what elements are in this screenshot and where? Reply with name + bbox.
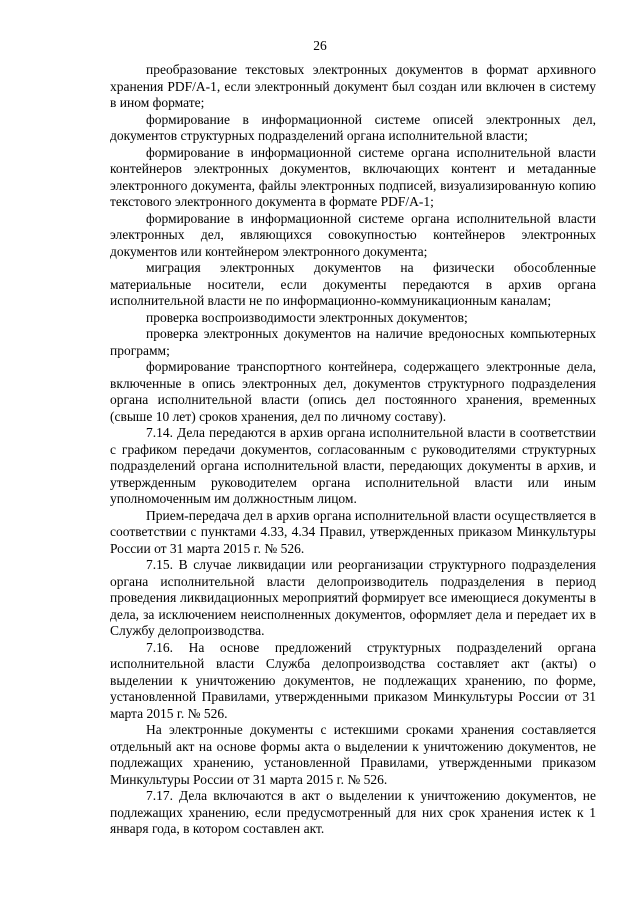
paragraph-malware-check: проверка электронных документов на наличие вредоносных компьютерных программ; (110, 326, 596, 358)
paragraph-7-14: 7.14. Дела передаются в архив органа исполнительной власти в соответствии с графиком передачи документов, согласованным с руководителями структурных подразделений органа исполнительной власти, передающих документы в архив, и утвержденным руководителем органа исполнительной власти или иным уполномоченным им должностным лицом. (110, 425, 596, 506)
paragraph-transport-container: формирование транспортного контейнера, содержащего электронные дела, включенные в опись электронных дел, документов структурного подразделения органа исполнительной власти (опись дел постоянного хранения, временных (свыше 10 лет) сроков хранения, дел по личному составу). (110, 359, 596, 424)
paragraph-pdfa-conversion: преобразование текстовых электронных документов в формат архивного хранения PDF/A-1, если электронный документ был создан или включен в систему в ином формате; (110, 62, 596, 110)
paragraph-7-16: 7.16. На основе предложений структурных подразделений органа исполнительной власти Служба делопроизводства составляет акт (акты) о выделении к уничтожению документов, не подлежащих хранению, по форме, установленной Правилами, утвержденными приказом Минкультуры России от 31 марта 2015 г. № 526. (110, 639, 596, 721)
paragraph-migration: миграция электронных документов на физически обособленные материальные носители, если документы передаются в архив органа исполнительной власти не по информационно-коммуникационным каналам; (110, 260, 596, 308)
paragraph-containers-forming: формирование в информационной системе органа исполнительной власти контейнеров электронных документов, включающих контент и метаданные электронного документа, файлы электронных подписей, визуализированную копию текстового электронного документа в формате PDF/A-1; (110, 144, 596, 209)
paragraph-electronic-cases-forming: формирование в информационной системе органа исполнительной власти электронных дел, являющихся совокупностью контейнеров электронных документов или контейнером электронного документа; (110, 210, 596, 259)
paragraph-reproducibility-check: проверка воспроизводимости электронных документов; (146, 309, 468, 325)
document-body (110, 62, 596, 838)
page-number: 26 (313, 38, 327, 53)
paragraph-electronic-destruction-act: На электронные документы с истекшими сроками хранения составляется отдельный акт на основе формы акта о выделении к уничтожению документов, не подлежащих хранению, установленной Правилами, утвержденными приказом Минкультуры России от 31 марта 2015 г. № 526. (110, 722, 596, 787)
paragraph-7-17: 7.17. Дела включаются в акт о выделении к уничтожению документов, не подлежащих хранению, если предусмотренный для них срок хранения истек к 1 января года, в котором составлен акт. (110, 788, 596, 836)
paragraph-transfer-procedure: Прием-передача дел в архив органа исполнительной власти осуществляется в соответствии с пунктами 4.33, 4.34 Правил, утвержденных приказом Минкультуры России от 31 марта 2015 г. № 526. (110, 507, 596, 556)
paragraph-inventory-forming: формирование в информационной системе описей электронных дел, документов структурных подразделений органа исполнительной власти; (110, 111, 596, 143)
paragraph-7-15: 7.15. В случае ликвидации или реорганизации структурного подразделения органа исполнительной власти делопроизводитель подразделения в период проведения ликвидационных мероприятий формирует все имеющиеся документы в дела, за исключением неисполненных документов, оформляет дела и передает их в Службу делопроизводства. (110, 557, 596, 638)
